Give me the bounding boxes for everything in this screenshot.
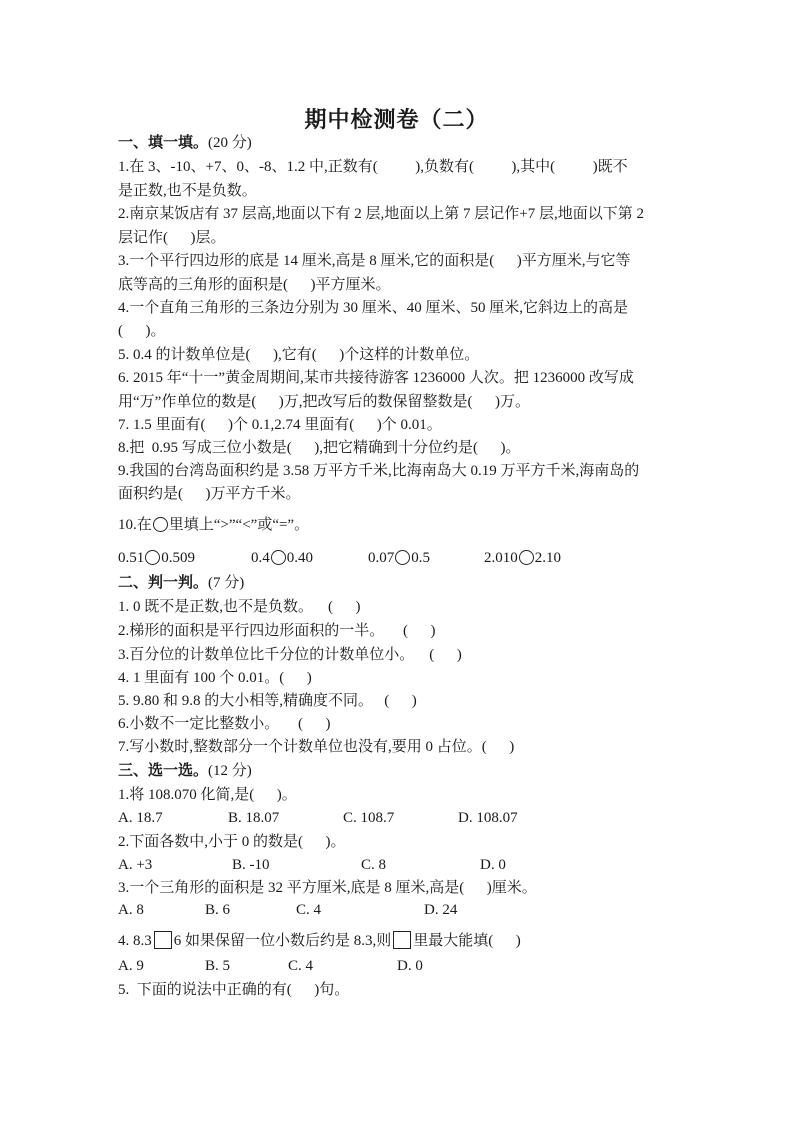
- option-d: D. 24: [424, 902, 458, 918]
- option-d: D. 0: [480, 857, 506, 873]
- option-a: A. 18.7: [118, 810, 163, 826]
- comparison-right: 0.509: [161, 550, 195, 566]
- option-b: B. 5: [205, 958, 231, 974]
- option-a: A. 9: [118, 958, 144, 974]
- question-line: 4.一个直角三角形的三条边分别为 30 厘米、40 厘米、50 厘米,它斜边上的高是: [118, 300, 629, 316]
- page-title: 期中检测卷（二）: [304, 107, 489, 132]
- comparison-item: [484, 549, 561, 567]
- section-heading-text: 三、选一选。: [118, 763, 209, 779]
- comparison-left: 2.010: [484, 550, 518, 566]
- answer-circle[interactable]: [145, 550, 160, 565]
- section-3-heading: [118, 762, 252, 780]
- question-line: 8.把 0.95 写成三位小数是( ),把它精确到十分位约是( )。: [118, 440, 521, 456]
- comparison-left: 0.4: [251, 550, 270, 566]
- choice-question: 5. 下面的说法中正确的有( )句。: [118, 982, 350, 998]
- comparison-item: [368, 549, 430, 567]
- option-c: C. 4: [296, 902, 322, 918]
- question-line: 3.一个平行四边形的底是 14 厘米,高是 8 厘米,它的面积是( )平方厘米,与它等: [118, 253, 631, 269]
- option-c: C. 8: [361, 857, 387, 873]
- option-a: A. +3: [118, 857, 153, 873]
- option-c: C. 108.7: [343, 810, 395, 826]
- choice-question: 2.下面各数中,小于 0 的数是( )。: [118, 834, 346, 850]
- comparison-right: 0.5: [411, 550, 430, 566]
- option-b: B. 6: [205, 902, 231, 918]
- judge-line: 4. 1 里面有 100 个 0.01。( ): [118, 670, 312, 686]
- option-a: A. 8: [118, 902, 144, 918]
- q10-prefix: 10.在: [118, 517, 152, 533]
- choice-question: 1.将 108.070 化简,是( )。: [118, 787, 297, 803]
- judge-line: 2.梯形的面积是平行四边形面积的一半。 ( ): [118, 623, 436, 639]
- judge-line: 5. 9.80 和 9.8 的大小相等,精确度不同。 ( ): [118, 693, 417, 709]
- q4-text-c: 里最大能填( ): [413, 933, 521, 949]
- q4-text-b: 6 如果保留一位小数后约是 8.3,则: [173, 933, 392, 949]
- question-10-line: [118, 516, 309, 534]
- option-c: C. 4: [288, 958, 314, 974]
- circle-icon: [153, 517, 168, 532]
- answer-circle[interactable]: [395, 550, 410, 565]
- comparison-left: 0.07: [368, 550, 395, 566]
- judge-line: 6.小数不一定比整数小。 ( ): [118, 716, 331, 732]
- section-heading-text: 一、填一填。: [118, 135, 209, 151]
- question-line: 7. 1.5 里面有( )个 0.1,2.74 里面有( )个 0.01。: [118, 417, 442, 433]
- question-line: 面积约是( )万平方千米。: [118, 486, 301, 502]
- question-line: 9.我国的台湾岛面积约是 3.58 万平方千米,比海南岛大 0.19 万平方千米,海南岛的: [118, 463, 640, 479]
- option-b: B. 18.07: [228, 810, 280, 826]
- section-2-heading: [118, 574, 244, 592]
- judge-line: 1. 0 既不是正数,也不是负数。 ( ): [118, 599, 361, 615]
- section-points: (12 分): [208, 763, 252, 779]
- option-b: B. -10: [232, 857, 270, 873]
- option-d: D. 0: [397, 958, 423, 974]
- comparison-item: [251, 549, 313, 567]
- comparison-left: 0.51: [118, 550, 145, 566]
- section-1-heading: [118, 134, 252, 152]
- comparison-right: 2.10: [534, 550, 561, 566]
- section-heading-text: 二、判一判。: [118, 575, 209, 591]
- question-line: 5. 0.4 的计数单位是( ),它有( )个这样的计数单位。: [118, 347, 480, 363]
- question-line: 层记作( )层。: [118, 230, 226, 246]
- answer-circle[interactable]: [519, 550, 534, 565]
- option-d: D. 108.07: [458, 810, 518, 826]
- q4-text-a: 4. 8.3: [118, 933, 152, 949]
- comparison-right: 0.40: [286, 550, 313, 566]
- answer-box[interactable]: [154, 931, 172, 949]
- choice-question: 3.一个三角形的面积是 32 平方厘米,底是 8 厘米,高是( )厘米。: [118, 880, 537, 896]
- question-line: 2.南京某饭店有 37 层高,地面以下有 2 层,地面以上第 7 层记作+7 层,地面以下第 2: [118, 206, 644, 222]
- choice-question: [118, 931, 521, 950]
- question-line: 1.在 3、-10、+7、0、-8、1.2 中,正数有( ),负数有( ),其中( )既不: [118, 159, 628, 175]
- judge-line: 7.写小数时,整数部分一个计数单位也没有,要用 0 占位。( ): [118, 739, 515, 755]
- question-line: 用“万”作单位的数是( )万,把改写后的数保留整数是( )万。: [118, 394, 531, 410]
- question-line: 6. 2015 年“十一”黄金周期间,某市共接待游客 1236000 人次。把 1236000 改写成: [118, 370, 634, 386]
- question-line: 是正数,也不是负数。: [118, 183, 257, 199]
- question-line: 底等高的三角形的面积是( )平方厘米。: [118, 277, 391, 293]
- q10-suffix: 里填上“>”“<”或“=”。: [168, 517, 310, 533]
- answer-box[interactable]: [393, 931, 411, 949]
- section-points: (7 分): [208, 575, 245, 591]
- comparison-item: [118, 549, 195, 567]
- section-points: (20 分): [208, 135, 252, 151]
- answer-circle[interactable]: [271, 550, 286, 565]
- judge-line: 3.百分位的计数单位比千分位的计数单位小。 ( ): [118, 647, 462, 663]
- question-line: ( )。: [118, 323, 166, 339]
